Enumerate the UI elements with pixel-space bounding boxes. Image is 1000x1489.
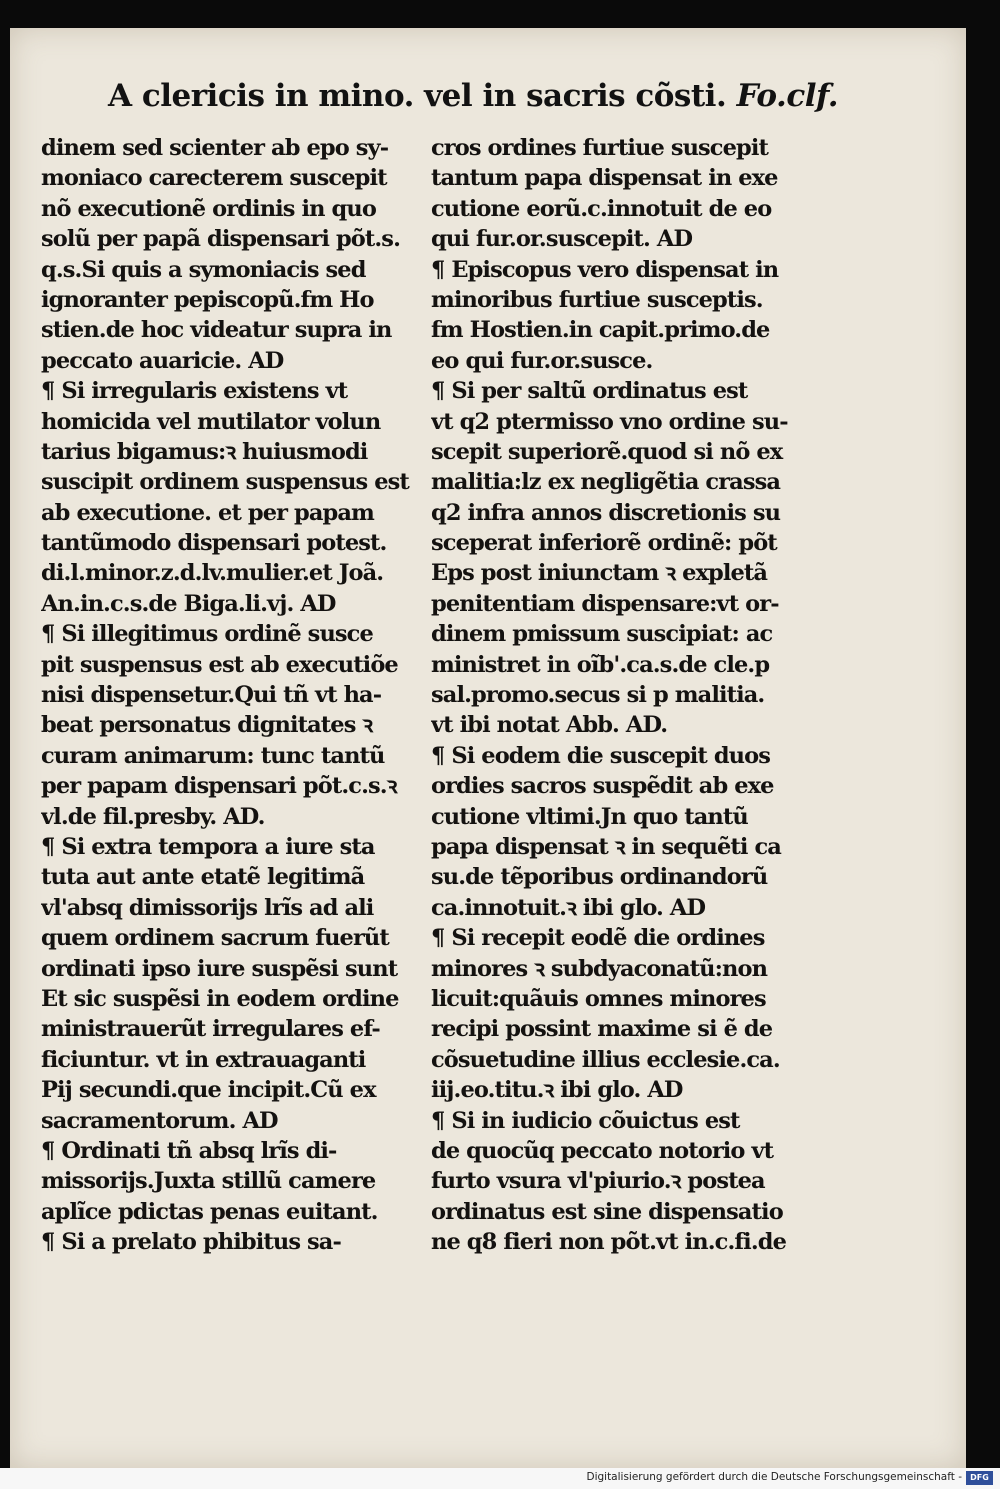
text-line: vl.de fil.presby. AD. <box>41 803 265 830</box>
text-line: ¶ Si a prelato phibitus sa- <box>41 1229 341 1256</box>
text-line: vt ibi notat Abb. AD. <box>431 712 668 739</box>
dfg-logo: DFG <box>966 1471 993 1485</box>
text-line: minoribus furtiue susceptis. <box>431 286 763 313</box>
text-line: ¶ Episcopus vero dispensat in <box>431 256 779 283</box>
text-line: ¶ Si irregularis existens vt <box>41 378 348 405</box>
text-line: eo qui fur.or.susce. <box>431 347 653 374</box>
text-line: cutione vltimi.Jn quo tantũ <box>431 803 748 830</box>
text-line: nisi dispensetur.Qui tñ vt ha- <box>41 682 382 709</box>
text-line: ¶ Si in iudicio cõuictus est <box>431 1107 740 1134</box>
text-line: homicida vel mutilator volun <box>41 408 381 435</box>
text-line: iij.eo.titu.ꝛ ibi glo. AD <box>431 1077 683 1104</box>
folio-number: Fo.clf. <box>736 78 838 114</box>
text-line: ¶ Si extra tempora a iure sta <box>41 833 375 860</box>
text-line: recipi possint maxime si ẽ de <box>431 1016 773 1043</box>
text-line: minores ꝛ subdyaconatũ:non <box>431 955 768 982</box>
text-line: dinem sed scienter ab epo sy- <box>41 135 389 161</box>
text-line: nõ executionẽ ordinis in quo <box>41 195 376 222</box>
text-line: dinem pmissum suscipiat: ac <box>431 621 773 648</box>
text-line: ignoranter pepiscopũ.fm Ho <box>41 286 374 313</box>
text-line: moniaco carecterem suscepit <box>41 165 387 192</box>
text-line: qui fur.or.suscepit. AD <box>431 226 693 253</box>
text-line: stien.de hoc videatur supra in <box>41 317 392 344</box>
text-line: licuit:quãuis omnes minores <box>431 985 766 1012</box>
text-line: ¶ Si per saltũ ordinatus est <box>431 378 748 405</box>
text-line: furto vsura vl'piurio.ꝛ postea <box>431 1168 765 1195</box>
text-line: Eps post iniunctam ꝛ expletã <box>431 560 768 587</box>
text-line: di.l.minor.z.d.lv.mulier.et Joã. <box>41 560 384 587</box>
text-line: ordies sacros suspẽdit ab exe <box>431 773 774 800</box>
text-line: missorijs.Juxta stillũ camere <box>41 1168 376 1195</box>
text-line: beat personatus dignitates ꝛ <box>41 712 373 739</box>
text-line: curam animarum: tunc tantũ <box>41 742 385 769</box>
text-line: ordinati ipso iure suspẽsi sunt <box>41 955 398 982</box>
text-line: tantum papa dispensat in exe <box>431 165 778 192</box>
text-line: tuta aut ante etatẽ legitimã <box>41 864 365 891</box>
text-line: sceperat inferiorẽ ordinẽ: põt <box>431 530 777 557</box>
funding-credit: Digitalisierung gefördert durch die Deutsche Forschungsgemeinschaft - <box>586 1471 962 1483</box>
text-line: ¶ Si eodem die suscepit duos <box>431 742 770 769</box>
text-line: vl'absq dimissorijs lrĩs ad ali <box>41 894 374 921</box>
text-line: ministrauerũt irregulares ef- <box>41 1016 380 1043</box>
credit-bar <box>0 1468 1000 1489</box>
text-line: vt q2 ptermisso vno ordine su- <box>431 408 788 435</box>
text-line: per papam dispensari põt.c.s.ꝛ <box>41 773 397 800</box>
text-line: quem ordinem sacrum fuerũt <box>41 925 389 952</box>
text-line: ficiuntur. vt in extrauaganti <box>41 1046 366 1073</box>
text-line: ministret in oĩb'.ca.s.de cle.p <box>431 651 770 678</box>
text-line: scepit superiorẽ.quod si nõ ex <box>431 438 783 465</box>
text-line: ab executione. et per papam <box>41 499 374 526</box>
text-line: tarius bigamus:ꝛ huiusmodi <box>41 438 368 465</box>
text-line: tantũmodo dispensari potest. <box>41 530 387 557</box>
text-line: sacramentorum. AD <box>41 1107 278 1134</box>
text-line: papa dispensat ꝛ in sequẽti ca <box>431 833 781 860</box>
text-line: suscipit ordinem suspensus est <box>41 469 409 496</box>
text-line: penitentiam dispensare:vt or- <box>431 590 779 617</box>
text-line: ¶ Si illegitimus ordinẽ susce <box>41 621 373 648</box>
text-line: ordinatus est sine dispensatio <box>431 1198 783 1225</box>
text-line: q.s.Si quis a symoniacis sed <box>41 256 366 283</box>
text-line: Pij secundi.que incipit.Cũ ex <box>41 1077 376 1104</box>
text-line: fm Hostien.in capit.primo.de <box>431 317 770 344</box>
text-line: Et sic suspẽsi in eodem ordine <box>41 985 399 1012</box>
running-title: A clericis in mino. vel in sacris cõsti. <box>108 78 727 114</box>
text-line: ¶ Ordinati tñ absq lrĩs di- <box>41 1137 337 1164</box>
left-text-column <box>41 133 426 1257</box>
text-line: pit suspensus est ab executiõe <box>41 651 398 678</box>
running-header <box>108 78 838 114</box>
text-line: de quocũq peccato notorio vt <box>431 1137 774 1164</box>
text-line: q2 infra annos discretionis su <box>431 499 781 526</box>
text-line: cutione eorũ.c.innotuit de eo <box>431 195 772 222</box>
text-line: su.de tẽporibus ordinandorũ <box>431 864 768 891</box>
text-line: ne q8 fieri non põt.vt in.c.fi.de <box>431 1229 787 1256</box>
text-line: malitia:lz ex negligẽtia crassa <box>431 469 781 496</box>
text-line: sal.promo.secus si p malitia. <box>431 682 765 709</box>
text-line: aplĩce pdictas penas euitant. <box>41 1198 378 1225</box>
right-text-column <box>431 133 816 1257</box>
text-line: ¶ Si recepit eodẽ die ordines <box>431 925 765 952</box>
text-line: cõsuetudine illius ecclesie.ca. <box>431 1046 780 1073</box>
text-line: cros ordines furtiue suscepit <box>431 135 768 161</box>
text-line: solũ per papã dispensari põt.s. <box>41 226 401 253</box>
text-line: ca.innotuit.ꝛ ibi glo. AD <box>431 894 706 921</box>
text-line: An.in.c.s.de Biga.li.vj. AD <box>41 590 336 617</box>
text-line: peccato auaricie. AD <box>41 347 284 374</box>
